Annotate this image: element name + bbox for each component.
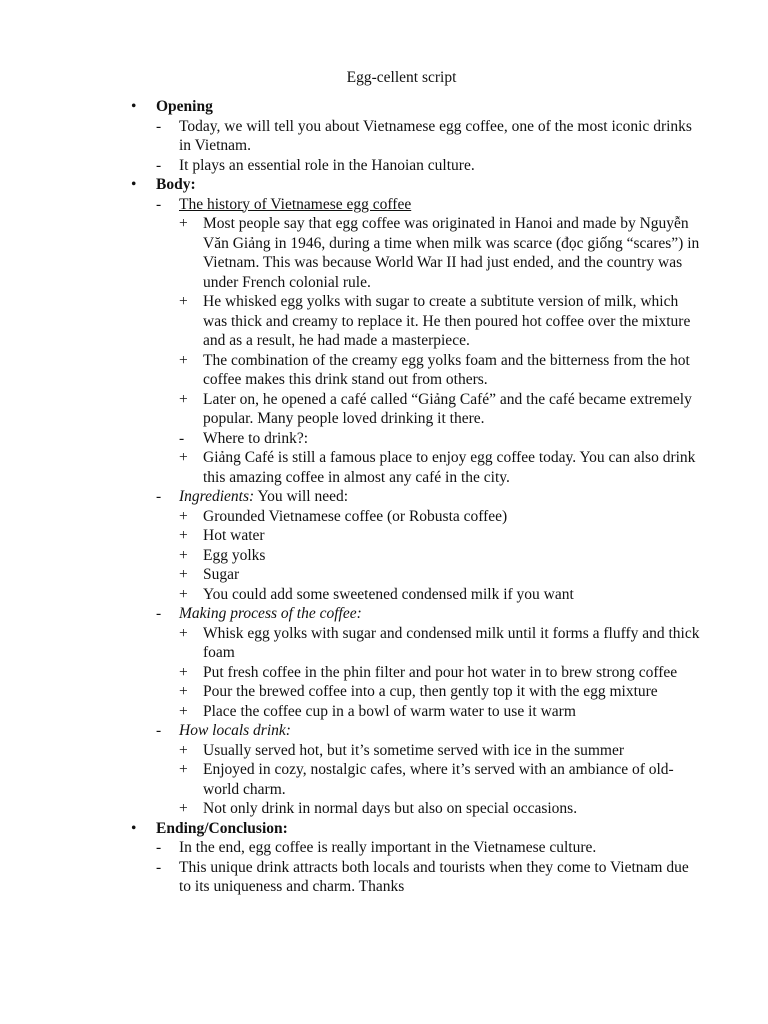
list-item bbox=[131, 351, 701, 390]
list-item-text: Pour the brewed coffee into a cup, then gently top it with the egg mixture bbox=[203, 683, 658, 700]
list-item bbox=[131, 585, 701, 605]
list-item bbox=[131, 565, 701, 585]
subsection-process bbox=[131, 604, 701, 624]
subsection-locals bbox=[131, 721, 701, 741]
list-item bbox=[131, 546, 701, 566]
list-item-text: He whisked egg yolks with sugar to create a subtitute version of milk, which was thick and creamy to replace it. He then poured hot coffee over the mixture and as a result, he had made a masterpiece. bbox=[203, 293, 691, 349]
list-item-text: It plays an essential role in the Hanoian culture. bbox=[179, 156, 475, 174]
section-body bbox=[131, 175, 701, 195]
list-item bbox=[131, 624, 701, 663]
plus-marker: + bbox=[179, 683, 188, 700]
section-ending bbox=[131, 819, 701, 839]
plus-marker: + bbox=[179, 390, 188, 408]
subsection-heading-ingredients-rest: You will need: bbox=[254, 488, 349, 505]
list-item-text: Usually served hot, but it’s sometime served with ice in the summer bbox=[203, 741, 625, 759]
list-item-text: Where to drink?: bbox=[203, 429, 309, 447]
plus-marker: + bbox=[179, 800, 188, 817]
list-item-text: Today, we will tell you about Vietnamese egg coffee, one of the most iconic drinks in Vietnam. bbox=[179, 117, 692, 154]
list-item bbox=[131, 663, 701, 683]
section-heading-ending: Ending/Conclusion: bbox=[156, 819, 288, 837]
list-item bbox=[131, 858, 701, 897]
subsection-heading-locals: How locals drink: bbox=[179, 722, 291, 739]
list-item bbox=[131, 838, 701, 858]
subsection-heading-process: Making process of the coffee: bbox=[179, 605, 362, 622]
list-item bbox=[131, 507, 701, 527]
plus-marker: + bbox=[179, 293, 188, 310]
dash-marker: - bbox=[156, 488, 162, 505]
list-item-text: Later on, he opened a café called “Giảng Café” and the café became extremely popular. Many people loved drinking it there. bbox=[203, 390, 692, 427]
list-item bbox=[131, 702, 701, 722]
section-heading-body: Body: bbox=[156, 176, 196, 193]
dash-marker: - bbox=[156, 156, 162, 174]
plus-marker: + bbox=[179, 663, 188, 681]
dash-marker: - bbox=[156, 117, 162, 135]
list-item bbox=[131, 799, 701, 819]
list-item-text: Whisk egg yolks with sugar and condensed milk until it forms a fluffy and thick foam bbox=[203, 624, 700, 661]
list-item-text: Giảng Café is still a famous place to enjoy egg coffee today. You can also drink this amazing coffee in almost any café in the city. bbox=[203, 449, 696, 486]
list-item bbox=[131, 526, 701, 546]
list-item-text: Sugar bbox=[203, 566, 240, 583]
list-item-text: Put fresh coffee in the phin filter and pour hot water in to brew strong coffee bbox=[203, 663, 678, 681]
plus-marker: + bbox=[179, 215, 188, 232]
list-item bbox=[131, 682, 701, 702]
subsection-history bbox=[131, 195, 701, 215]
subsection-ingredients bbox=[131, 487, 701, 507]
list-item bbox=[131, 292, 701, 351]
plus-marker: + bbox=[179, 624, 188, 642]
bullet-marker: • bbox=[131, 176, 137, 193]
plus-marker: + bbox=[179, 585, 188, 603]
list-item-text: Place the coffee cup in a bowl of warm water to use it warm bbox=[203, 702, 576, 720]
list-item-text: The combination of the creamy egg yolks foam and the bitterness from the hot coffee makes this drink stand out from others. bbox=[203, 351, 690, 388]
section-opening bbox=[131, 97, 701, 117]
list-item-text: In the end, egg coffee is really important in the Vietnamese culture. bbox=[179, 839, 597, 856]
plus-marker: + bbox=[179, 351, 188, 369]
dash-marker: - bbox=[156, 722, 162, 739]
subsection-heading-ingredients: Ingredients: bbox=[179, 488, 255, 505]
list-item bbox=[131, 156, 701, 176]
plus-marker: + bbox=[179, 741, 188, 759]
list-item bbox=[131, 214, 701, 292]
list-item bbox=[131, 117, 701, 156]
list-item-text: This unique drink attracts both locals and tourists when they come to Vietnam due to its uniqueness and charm. Thanks bbox=[179, 858, 689, 895]
document-title: Egg-cellent script bbox=[346, 69, 457, 86]
plus-marker: + bbox=[179, 546, 188, 564]
list-item bbox=[131, 429, 701, 449]
bullet-marker: • bbox=[131, 819, 137, 837]
dash-marker: - bbox=[156, 839, 162, 856]
subsection-heading-history: The history of Vietnamese egg coffee bbox=[179, 195, 412, 213]
list-item bbox=[131, 741, 701, 761]
dash-marker: - bbox=[156, 858, 162, 876]
plus-marker: + bbox=[179, 566, 188, 583]
list-item-text: Hot water bbox=[203, 527, 265, 544]
list-item bbox=[131, 390, 701, 429]
list-item bbox=[131, 760, 701, 799]
list-item-text: Most people say that egg coffee was originated in Hanoi and made by Nguyễn Văn Giảng in 1946, during a time when milk was scarce (đọc giống “scares”) in Vietnam. This was because World War II had just ended, and the country was under French colonial rule. bbox=[203, 215, 700, 291]
script-outline bbox=[131, 97, 701, 897]
list-item-text: Egg yolks bbox=[203, 546, 266, 564]
dash-marker: - bbox=[156, 605, 162, 622]
plus-marker: + bbox=[179, 761, 188, 778]
list-item-text: Grounded Vietnamese coffee (or Robusta coffee) bbox=[203, 507, 508, 525]
list-item-text: Enjoyed in cozy, nostalgic cafes, where it’s served with an ambiance of old-world charm. bbox=[203, 761, 674, 798]
plus-marker: + bbox=[179, 507, 188, 525]
bullet-marker: • bbox=[131, 98, 137, 115]
list-item-text: Not only drink in normal days but also on special occasions. bbox=[203, 800, 578, 817]
dash-marker: - bbox=[156, 195, 162, 213]
section-heading-opening: Opening bbox=[156, 98, 213, 115]
plus-marker: + bbox=[179, 527, 188, 544]
dash-marker: - bbox=[179, 429, 185, 447]
plus-marker: + bbox=[179, 449, 188, 466]
list-item-text: You could add some sweetened condensed milk if you want bbox=[203, 585, 574, 603]
list-item bbox=[131, 448, 701, 487]
plus-marker: + bbox=[179, 702, 188, 720]
